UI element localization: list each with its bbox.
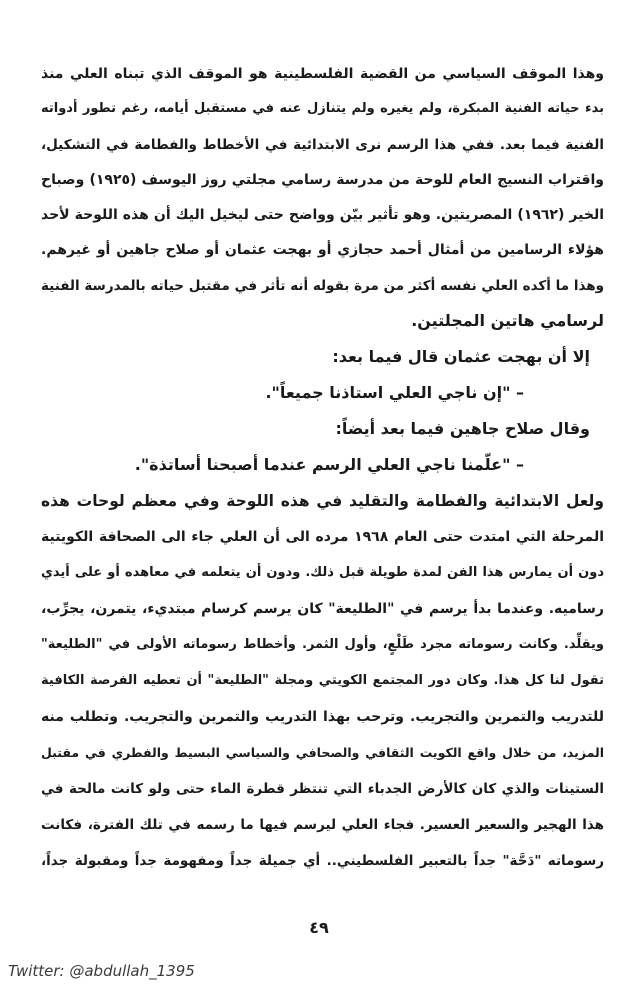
text-line: وهذا ما أكده العلي نفسه أكثر من مرة بقوله أنه تأثر في مقتبل حياته بالمدرسة الفنية: [41, 278, 604, 294]
text-line: واقتراب النسيج العام للوحة من مدرسة رسامي مجلتي روز اليوسف (١٩٢٥) وصباح: [41, 172, 604, 188]
page-number: ٤٩: [309, 918, 329, 937]
text-line: رسوماته "دَحَّة" جداً بالتعبير الفلسطيني.. أي جميلة جداً ومفهومة جداً ومقبولة جداً،: [41, 853, 604, 869]
quote-line: – "علّمنا ناجي العلي الرسم عندما أصبحنا أساتذة".: [134, 455, 524, 474]
text-line: الفنية فيما بعد. ففي هذا الرسم نرى الابتدائية في الأخطاط والفطامة في التشكيل،: [41, 137, 604, 153]
text-line: المزيد، من خلال واقع الكويت الثقافي والصحافي والسياسي البسيط والفطري في مقتبل: [41, 745, 604, 760]
text-line: للتدريب والتمرين والتجريب. وترحب بهذا التدريب والتمرين والتجريب. وتطلب منه: [41, 709, 604, 725]
quote-line: – "إن ناجي العلي استاذنا جميعاً".: [265, 383, 524, 402]
text-line: إلا أن بهجت عثمان قال فيما بعد:: [332, 347, 590, 366]
text-line: الخير (١٩٦٢) المصريتين. وهو تأثير بيّن وواضح حتى ليخيل اليك أن هذه اللوحة لأحد: [41, 207, 604, 223]
text-line: هؤلاء الرسامين من أمثال أحمد حجازي أو بهجت عثمان أو صلاح جاهين أو غيرهم.: [41, 242, 604, 258]
text-line: وقال صلاح جاهين فيما بعد أيضاً:: [335, 419, 590, 438]
text-line: هذا الهجير والسعير العسير. فجاء العلي ليرسم فيها ما رسمه في تلك الفترة، فكانت: [41, 817, 604, 833]
text-line: رساميه. وعندما بدأ يرسم في "الطليعة" كان يرسم كرسام مبتديء، يتمرن، يجرِّب،: [41, 601, 604, 617]
text-line: ولعل الابتدائية والفطامة والتقليد في هذه اللوحة وفي معظم لوحات هذه: [41, 492, 604, 510]
text-line: وهذا الموقف السياسي من القضية الفلسطينية هو الموقف الذي تبناه العلي منذ: [41, 66, 604, 82]
text-line: بدء حياته الفنية المبكرة، ولم يغيره ولم يتنازل عنه في مستقبل أيامه، رغم تطور أدواته: [41, 101, 604, 116]
text-line: المرحلة التي امتدت حتى العام ١٩٦٨ مرده الى أن العلي جاء الى الصحافة الكويتية: [41, 529, 604, 545]
text-line: الستينات والذي كان كالأرض الجدباء التي تنتظر قطرة الماء حتى ولو كانت مالحة في: [41, 781, 604, 797]
text-line: تقول لنا كل هذا. وكان دور المجتمع الكويتي ومجلة "الطليعة" أن تعطيه الفرصة الكافية: [41, 673, 604, 688]
text-line: ويقلِّد. وكانت رسوماته مجرد طَلْعٍ، وأول الثمر. وأخطاط رسوماته الأولى في "الطليعة": [41, 637, 604, 652]
watermark: Twitter: @abdullah_1395: [8, 962, 195, 980]
text-line: دون أن يمارس هذا الفن لمدة طويلة قبل ذلك. ودون أن يتعلمه في معاهده أو على أيدي: [41, 565, 604, 580]
text-line: لرسامي هاتين المجلتين.: [411, 311, 604, 330]
